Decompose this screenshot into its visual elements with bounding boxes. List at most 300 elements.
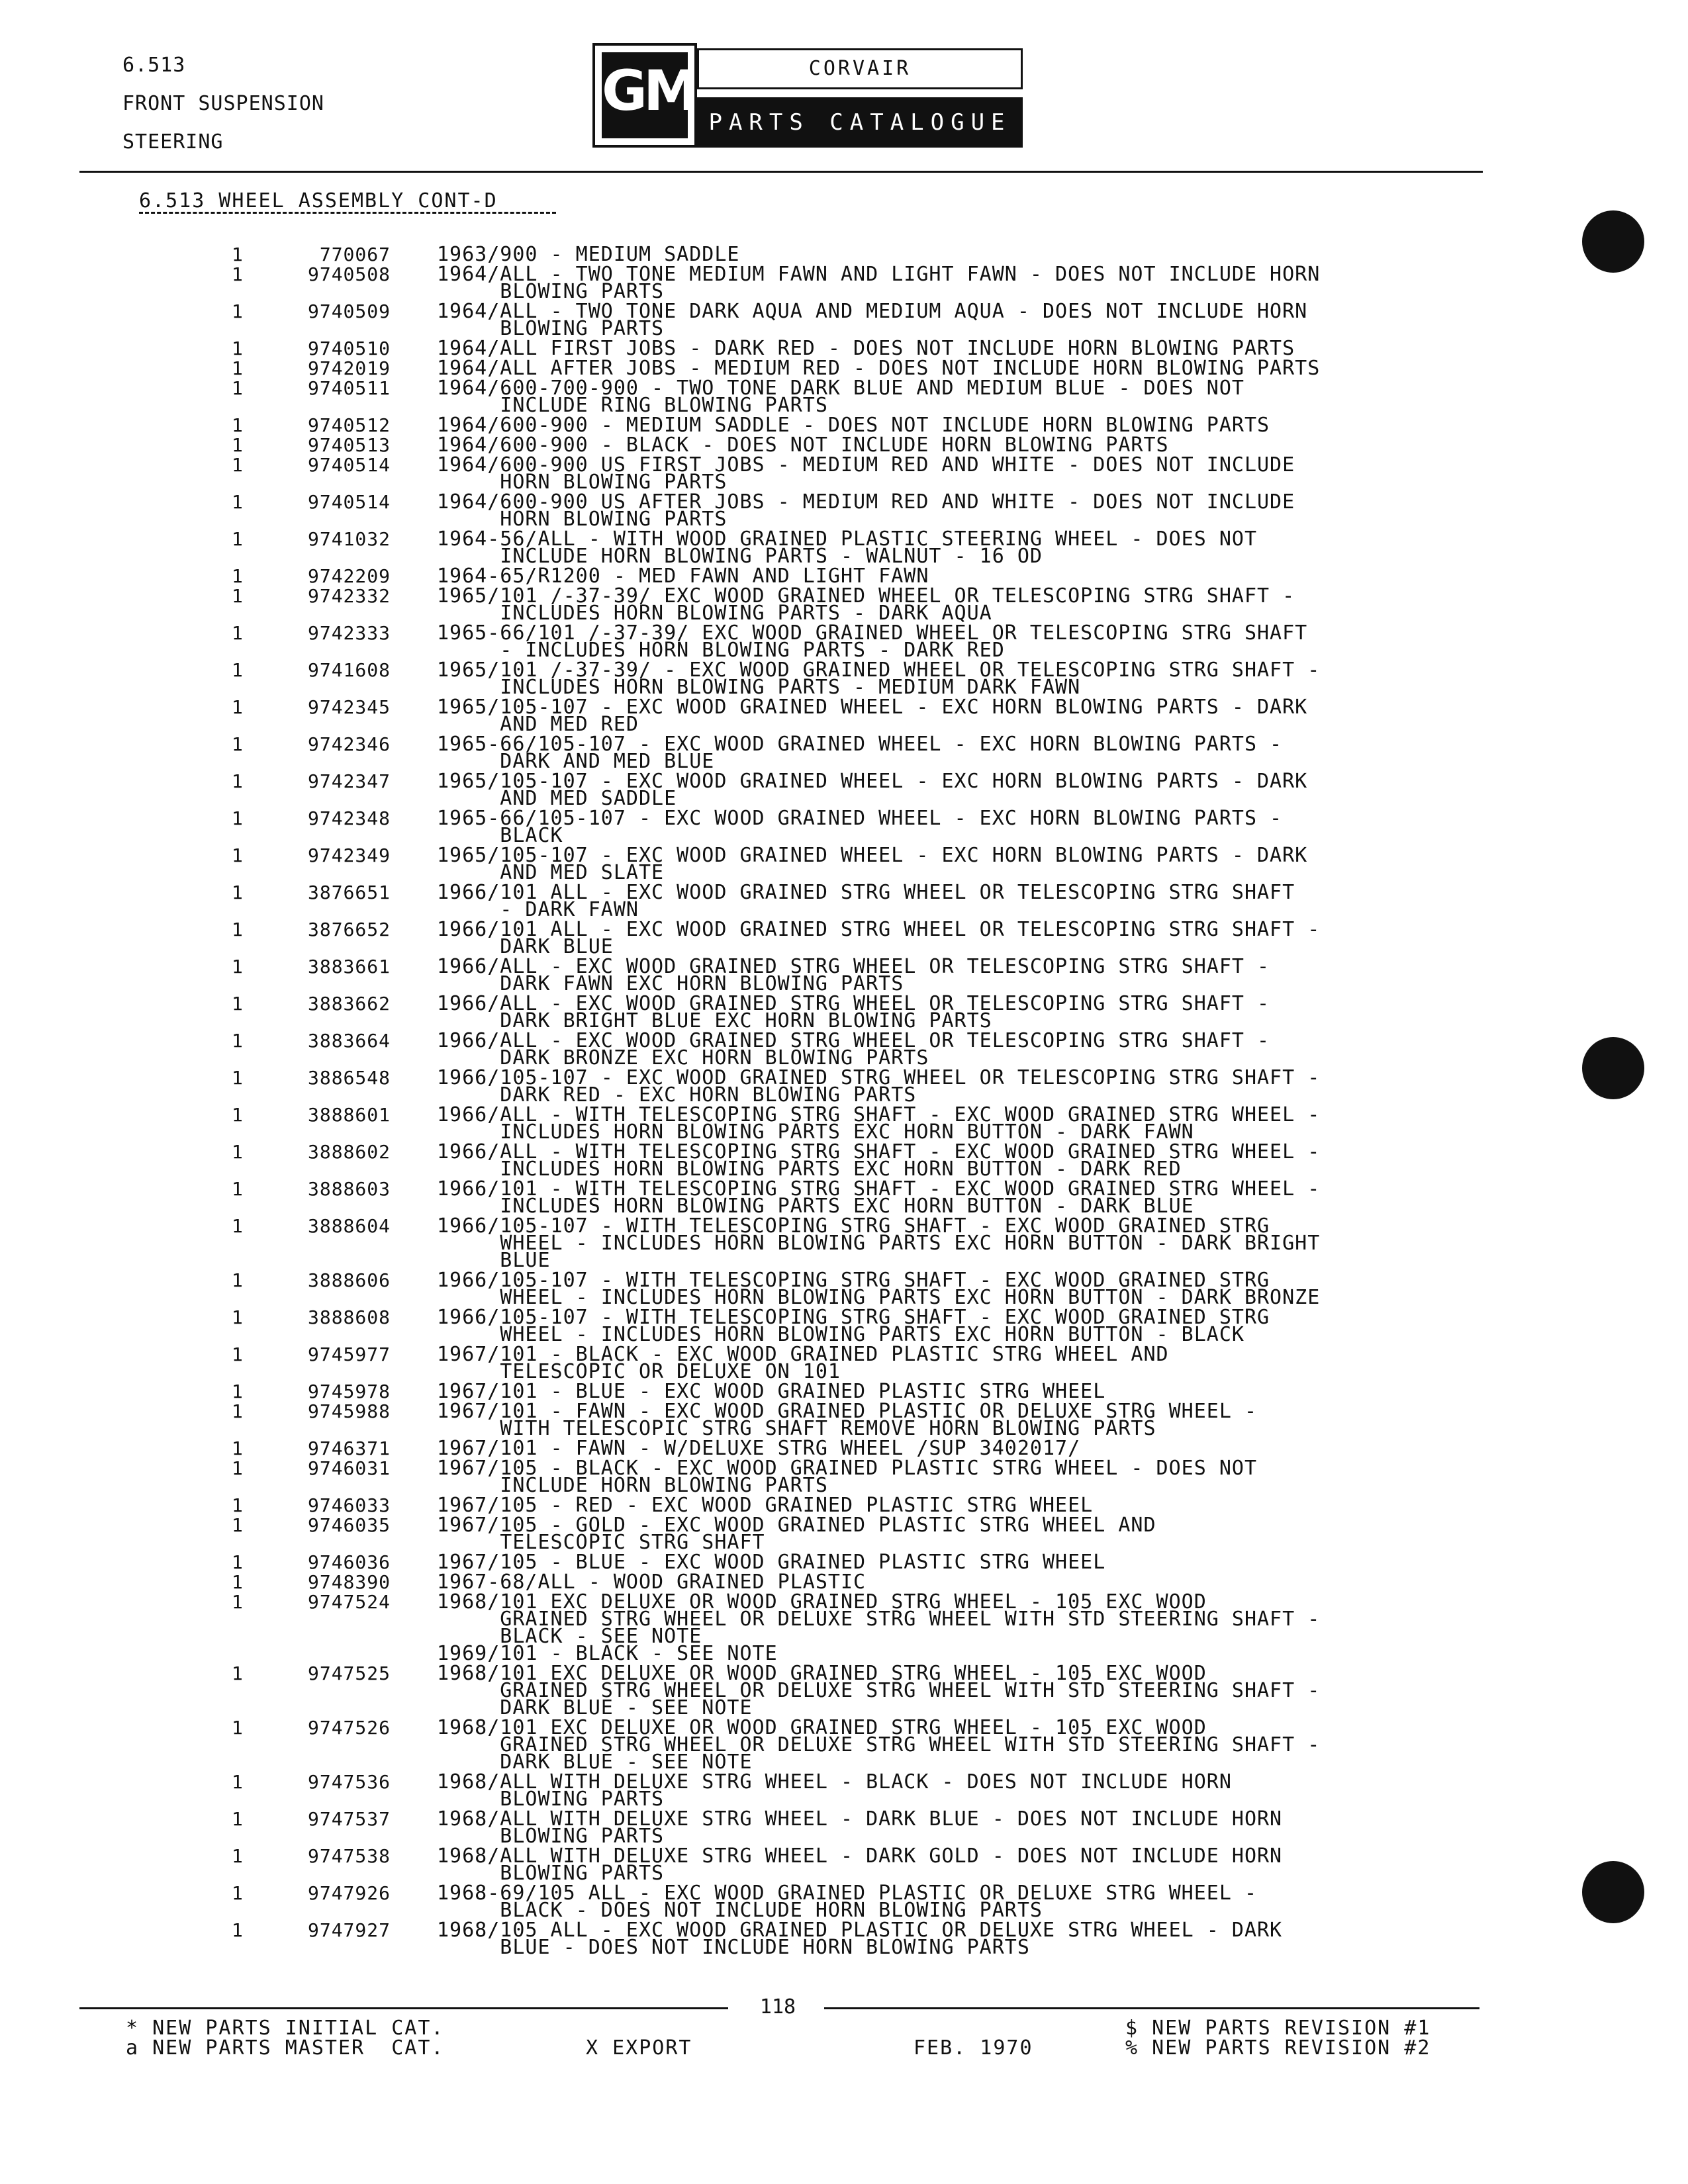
quantity: 1 [232,1808,243,1830]
part-number: 9747536 [307,1771,391,1793]
description-line: BLOWING PARTS [437,280,665,303]
parts-row [0,955,1688,995]
description-line: WHEEL - INCLUDES HORN BLOWING PARTS EXC HORN BUTTON - DARK BRIGHT [437,1232,1321,1255]
part-number: 9742209 [307,565,391,587]
part-description [437,696,1496,736]
part-number: 3888602 [307,1141,391,1163]
description-line: 1963/900 - MEDIUM SADDLE [437,243,740,266]
part-number: 9747538 [307,1845,391,1867]
part-description [437,955,1496,995]
description-line: BLACK [437,824,563,847]
legend-master: a NEW PARTS MASTER CAT. [126,2036,445,2060]
page-number: 118 [759,1995,796,2019]
part-number: 9740508 [307,263,391,285]
part-number: 9748390 [307,1571,391,1593]
description-line: DARK BLUE - SEE NOTE [437,1751,753,1774]
description-line: 1966/105-107 - WITH TELESCOPING STRG SHAFT - EXC WOOD GRAINED STRG [437,1269,1270,1292]
parts-row [0,696,1688,736]
description-line: 1964/ALL - TWO TONE DARK AQUA AND MEDIUM AQUA - DOES NOT INCLUDE HORN [437,300,1308,323]
description-line: INCLUDES HORN BLOWING PARTS EXC HORN BUTTON - DARK RED [437,1158,1182,1181]
description-line: DARK RED - EXC HORN BLOWING PARTS [437,1083,917,1107]
part-description [437,918,1496,958]
description-line: INCLUDE HORN BLOWING PARTS [437,1474,828,1497]
quantity: 1 [232,338,243,359]
parts-row [0,1214,1688,1272]
gm-logo-text: GM [602,52,688,138]
part-description [437,584,1496,625]
part-description [437,1103,1496,1144]
description-line: INCLUDE HORN BLOWING PARTS - WALNUT - 16 OD [437,545,1043,568]
quantity: 1 [232,377,243,399]
parts-row [0,1662,1688,1719]
description-line: WITH TELESCOPIC STRG SHAFT REMOVE HORN BLOWING PARTS [437,1417,1156,1440]
legend-revision-2: % NEW PARTS REVISION #2 [1125,2036,1431,2060]
description-line: BLOWING PARTS [437,317,665,340]
part-description [437,881,1496,921]
part-description [437,490,1496,531]
part-number: 9740514 [307,454,391,476]
gm-logo [592,43,697,148]
description-line: WHEEL - INCLUDES HORN BLOWING PARTS EXC HORN BUTTON - BLACK [437,1323,1244,1346]
part-number: 3876652 [307,919,391,940]
description-line: 1966/ALL - WITH TELESCOPING STRG SHAFT - EXC WOOD GRAINED STRG WHEEL - [437,1140,1321,1163]
part-number: 9745977 [307,1343,391,1365]
part-number: 9740512 [307,414,391,436]
quantity: 1 [232,659,243,681]
description-line: BLACK - DOES NOT INCLUDE HORN BLOWING PARTS [437,1899,1043,1922]
part-description [437,1306,1496,1346]
quantity: 1 [232,733,243,755]
description-line: 1966/105-107 - WITH TELESCOPING STRG SHAFT - EXC WOOD GRAINED STRG [437,1306,1270,1329]
parts-row [0,1844,1688,1885]
section-title: 6.513 WHEEL ASSEMBLY CONT-D [139,189,498,212]
part-description [437,1662,1496,1719]
description-line: 1966/105-107 - WITH TELESCOPING STRG SHAFT - EXC WOOD GRAINED STRG [437,1214,1270,1238]
description-line: TELESCOPIC OR DELUXE ON 101 [437,1360,841,1383]
quantity: 1 [232,585,243,607]
description-line: 1966/ALL - EXC WOOD GRAINED STRG WHEEL OR TELESCOPING STRG SHAFT - [437,992,1270,1015]
part-number: 9741032 [307,528,391,550]
part-number: 3883661 [307,956,391,978]
description-line: DARK FAWN EXC HORN BLOWING PARTS [437,972,904,995]
quantity: 1 [232,993,243,1015]
part-number: 3888604 [307,1215,391,1237]
parts-row [0,1716,1688,1774]
parts-row [0,1177,1688,1218]
description-line: 1964/600-900 US AFTER JOBS - MEDIUM RED AND WHITE - DOES NOT INCLUDE [437,490,1295,514]
part-number: 9741608 [307,659,391,681]
part-description [437,1494,1496,1517]
description-line: 1965-66/105-107 - EXC WOOD GRAINED WHEEL - EXC HORN BLOWING PARTS - [437,733,1283,756]
description-line: 1966/101 - WITH TELESCOPING STRG SHAFT - EXC WOOD GRAINED STRG WHEEL - [437,1177,1321,1201]
part-description [437,1177,1496,1218]
quantity: 1 [232,1215,243,1237]
quantity: 1 [232,1067,243,1089]
quantity: 1 [232,263,243,285]
quantity: 1 [232,844,243,866]
parts-row [0,621,1688,662]
quantity: 1 [232,244,243,265]
quantity: 1 [232,807,243,829]
description-line: 1965/101 /-37-39/ EXC WOOD GRAINED WHEEL OR TELESCOPING STRG SHAFT - [437,584,1295,608]
part-number: 9742349 [307,844,391,866]
parts-row [0,1103,1688,1144]
quantity: 1 [232,454,243,476]
parts-row [0,844,1688,884]
part-description [437,1343,1496,1383]
quantity: 1 [232,1381,243,1402]
description-line: 1968/ALL WITH DELUXE STRG WHEEL - DARK GOLD - DOES NOT INCLUDE HORN [437,1844,1283,1868]
parts-row [0,1919,1688,1959]
quantity: 1 [232,357,243,379]
description-line: 1967/101 - FAWN - W/DELUXE STRG WHEEL /SUP 3402017/ [437,1437,1081,1460]
part-number: 9745988 [307,1400,391,1422]
description-line: INCLUDES HORN BLOWING PARTS - DARK AQUA [437,602,992,625]
quantity: 1 [232,1514,243,1536]
quantity: 1 [232,1178,243,1200]
part-number: 9742019 [307,357,391,379]
part-description [437,1590,1496,1665]
parts-list [0,243,1688,1959]
description-line: DARK BRONZE EXC HORN BLOWING PARTS [437,1046,929,1069]
legend-export: X EXPORT [586,2036,692,2060]
part-number: 9746036 [307,1551,391,1573]
part-number: 3888601 [307,1104,391,1126]
description-line: 1968/105 ALL - EXC WOOD GRAINED PLASTIC OR DELUXE STRG WHEEL - DARK [437,1919,1283,1942]
description-line: DARK BLUE - SEE NOTE [437,1696,753,1719]
description-line: 1965/101 /-37-39/ - EXC WOOD GRAINED WHEEL OR TELESCOPING STRG SHAFT - [437,659,1321,682]
part-description [437,770,1496,810]
part-number: 9745978 [307,1381,391,1402]
part-description [437,527,1496,568]
parts-row [0,992,1688,1032]
part-description [437,337,1496,360]
quantity: 1 [232,696,243,718]
quantity: 1 [232,956,243,978]
part-number: 9740510 [307,338,391,359]
description-line: INCLUDE RING BLOWING PARTS [437,394,828,417]
description-line: 1965-66/105-107 - EXC WOOD GRAINED WHEEL - EXC HORN BLOWING PARTS - [437,807,1283,830]
parts-row [0,584,1688,625]
part-description [437,565,1496,588]
description-line: 1964/600-700-900 - TWO TONE DARK BLUE AND MEDIUM BLUE - DOES NOT [437,377,1244,400]
quantity: 1 [232,1494,243,1516]
part-description [437,1066,1496,1107]
part-description [437,453,1496,494]
part-number: 9740509 [307,300,391,322]
description-line: 1969/101 - BLACK - SEE NOTE [437,1642,778,1665]
part-number: 3888603 [307,1178,391,1200]
parts-row [0,1306,1688,1346]
parts-row [0,1400,1688,1440]
part-description [437,1882,1496,1922]
parts-row [0,770,1688,810]
quantity: 1 [232,1104,243,1126]
part-description [437,1770,1496,1811]
part-description [437,1919,1496,1959]
description-line: AND MED RED [437,713,639,736]
quantity: 1 [232,434,243,456]
part-number: 9742346 [307,733,391,755]
description-line: GRAINED STRG WHEEL OR DELUXE STRG WHEEL WITH STD STEERING SHAFT - [437,1679,1321,1702]
description-line: 1966/101 ALL - EXC WOOD GRAINED STRG WHEEL OR TELESCOPING STRG SHAFT - [437,918,1321,941]
description-line: 1967/101 - BLUE - EXC WOOD GRAINED PLASTIC STRG WHEEL [437,1380,1106,1403]
quantity: 1 [232,1919,243,1941]
part-description [437,733,1496,773]
description-line: 1967/105 - BLUE - EXC WOOD GRAINED PLASTIC STRG WHEEL [437,1551,1106,1574]
quantity: 1 [232,491,243,513]
part-description [437,1029,1496,1069]
description-line: DARK BRIGHT BLUE EXC HORN BLOWING PARTS [437,1009,992,1032]
description-line: 1966/ALL - WITH TELESCOPING STRG SHAFT - EXC WOOD GRAINED STRG WHEEL - [437,1103,1321,1126]
part-number: 9740514 [307,491,391,513]
parts-row [0,263,1688,303]
part-description [437,1514,1496,1554]
parts-row [0,1807,1688,1848]
quantity: 1 [232,1551,243,1573]
parts-row [0,918,1688,958]
parts-row [0,733,1688,773]
description-line: 1964/ALL AFTER JOBS - MEDIUM RED - DOES NOT INCLUDE HORN BLOWING PARTS [437,357,1321,380]
group-name: FRONT SUSPENSION [122,92,324,115]
parts-row [0,377,1688,417]
quantity: 1 [232,622,243,644]
part-number: 9746031 [307,1457,391,1479]
part-number: 9740511 [307,377,391,399]
part-number: 9746033 [307,1494,391,1516]
quantity: 1 [232,1030,243,1052]
description-line: 1964/600-900 - BLACK - DOES NOT INCLUDE HORN BLOWING PARTS [437,433,1169,457]
description-line: 1968/101 EXC DELUXE OR WOOD GRAINED STRG WHEEL - 105 EXC WOOD [437,1716,1207,1739]
quantity: 1 [232,300,243,322]
description-line: 1964/600-900 US FIRST JOBS - MEDIUM RED AND WHITE - DOES NOT INCLUDE [437,453,1295,477]
footer-divider-right [824,2007,1479,2009]
part-number: 9742347 [307,770,391,792]
description-line: GRAINED STRG WHEEL OR DELUXE STRG WHEEL WITH STD STEERING SHAFT - [437,1608,1321,1631]
quantity: 1 [232,414,243,436]
part-description [437,357,1496,380]
parts-row [0,881,1688,921]
part-number: 9740513 [307,434,391,456]
quantity: 1 [232,1771,243,1793]
part-number: 9747524 [307,1591,391,1613]
part-description [437,414,1496,437]
description-line: 1964/ALL FIRST JOBS - DARK RED - DOES NOT INCLUDE HORN BLOWING PARTS [437,337,1295,360]
parts-row [0,1269,1688,1309]
part-description [437,1380,1496,1403]
quantity: 1 [232,1662,243,1684]
part-number: 9747926 [307,1882,391,1904]
part-description [437,1437,1496,1460]
description-line: 1966/ALL - EXC WOOD GRAINED STRG WHEEL OR TELESCOPING STRG SHAFT - [437,955,1270,978]
description-line: INCLUDES HORN BLOWING PARTS - MEDIUM DARK FAWN [437,676,1081,699]
parts-row [0,490,1688,531]
description-line: HORN BLOWING PARTS [437,508,727,531]
legend-initial: * NEW PARTS INITIAL CAT. [126,2017,445,2040]
binder-hole [1582,210,1644,273]
description-line: 1968-69/105 ALL - EXC WOOD GRAINED PLASTIC OR DELUXE STRG WHEEL - [437,1882,1257,1905]
part-description [437,377,1496,417]
description-line: 1968/ALL WITH DELUXE STRG WHEEL - BLACK - DOES NOT INCLUDE HORN [437,1770,1232,1794]
parts-row [0,1514,1688,1554]
part-description [437,300,1496,340]
quantity: 1 [232,1343,243,1365]
description-line: DARK AND MED BLUE [437,750,715,773]
description-line: BLUE [437,1249,551,1272]
quantity: 1 [232,919,243,940]
description-line: 1967/101 - BLACK - EXC WOOD GRAINED PLASTIC STRG WHEEL AND [437,1343,1169,1366]
parts-row [0,453,1688,494]
description-line: 1964-65/R1200 - MED FAWN AND LIGHT FAWN [437,565,929,588]
section-number: 6.513 [122,54,186,77]
quantity: 1 [232,1437,243,1459]
description-line: AND MED SLATE [437,861,665,884]
description-line: 1967-68/ALL - WOOD GRAINED PLASTIC [437,1570,867,1594]
description-line: 1967/101 - FAWN - EXC WOOD GRAINED PLASTIC OR DELUXE STRG WHEEL - [437,1400,1257,1423]
description-line: 1967/105 - BLACK - EXC WOOD GRAINED PLASTIC STRG WHEEL - DOES NOT [437,1457,1257,1480]
part-number: 9746035 [307,1514,391,1536]
catalogue-date: FEB. 1970 [914,2036,1033,2060]
description-line: WHEEL - INCLUDES HORN BLOWING PARTS EXC HORN BUTTON - DARK BRONZE [437,1286,1321,1309]
page-header [122,46,324,161]
part-description [437,1551,1496,1574]
description-line: DARK BLUE [437,935,614,958]
part-description [437,1269,1496,1309]
part-description [437,243,1496,266]
description-line: 1967/105 - GOLD - EXC WOOD GRAINED PLASTIC STRG WHEEL AND [437,1514,1156,1537]
part-description [437,1400,1496,1440]
part-description [437,433,1496,457]
description-line: 1966/105-107 - EXC WOOD GRAINED STRG WHEEL OR TELESCOPING STRG SHAFT - [437,1066,1321,1089]
part-description [437,1570,1496,1594]
description-line: 1964/ALL - TWO TONE MEDIUM FAWN AND LIGHT FAWN - DOES NOT INCLUDE HORN [437,263,1321,286]
description-line: 1964/600-900 - MEDIUM SADDLE - DOES NOT INCLUDE HORN BLOWING PARTS [437,414,1270,437]
part-description [437,1844,1496,1885]
parts-row [0,1770,1688,1811]
description-line: 1965/105-107 - EXC WOOD GRAINED WHEEL - EXC HORN BLOWING PARTS - DARK [437,844,1308,867]
quantity: 1 [232,1571,243,1593]
part-number: 3886548 [307,1067,391,1089]
header-divider [79,171,1483,173]
part-number: 9742348 [307,807,391,829]
parts-row [0,1066,1688,1107]
description-line: BLACK - SEE NOTE [437,1625,702,1648]
parts-row [0,1029,1688,1069]
parts-row [0,1590,1688,1665]
quantity: 1 [232,882,243,903]
catalogue-title: PARTS CATALOGUE [697,97,1023,148]
description-line: 1968/101 EXC DELUXE OR WOOD GRAINED STRG WHEEL - 105 EXC WOOD [437,1662,1207,1685]
part-number: 9746371 [307,1437,391,1459]
legend-revision-1: $ NEW PARTS REVISION #1 [1125,2017,1431,2040]
parts-row [0,1882,1688,1922]
part-description [437,263,1496,303]
description-line: 1965/105-107 - EXC WOOD GRAINED WHEEL - EXC HORN BLOWING PARTS - DARK [437,696,1308,719]
part-number: 9747525 [307,1662,391,1684]
description-line: 1965/105-107 - EXC WOOD GRAINED WHEEL - EXC HORN BLOWING PARTS - DARK [437,770,1308,793]
quantity: 1 [232,1400,243,1422]
part-number: 3888608 [307,1306,391,1328]
description-line: BLOWING PARTS [437,1862,665,1885]
binder-hole [1582,1037,1644,1099]
part-description [437,807,1496,847]
description-line: 1965-66/101 /-37-39/ EXC WOOD GRAINED WHEEL OR TELESCOPING STRG SHAFT [437,621,1308,645]
description-line: TELESCOPIC STRG SHAFT [437,1531,765,1554]
quantity: 1 [232,1717,243,1739]
brand-name: CORVAIR [697,48,1023,89]
part-description [437,1214,1496,1272]
parts-row [0,659,1688,699]
part-number: 770067 [319,244,391,265]
part-number: 9747537 [307,1808,391,1830]
description-line: HORN BLOWING PARTS [437,471,727,494]
description-line: 1966/ALL - EXC WOOD GRAINED STRG WHEEL OR TELESCOPING STRG SHAFT - [437,1029,1270,1052]
part-description [437,659,1496,699]
description-line: 1968/101 EXC DELUXE OR WOOD GRAINED STRG WHEEL - 105 EXC WOOD [437,1590,1207,1614]
subgroup-name: STEERING [122,130,224,154]
description-line: INCLUDES HORN BLOWING PARTS EXC HORN BUTTON - DARK FAWN [437,1120,1194,1144]
section-underline [139,212,556,214]
parts-row [0,1140,1688,1181]
quantity: 1 [232,1141,243,1163]
binder-hole [1582,1861,1644,1923]
part-description [437,1807,1496,1848]
parts-row [0,1343,1688,1383]
catalogue-logo [592,43,1023,148]
footer-divider-left [79,2007,728,2009]
description-line: 1968/ALL WITH DELUXE STRG WHEEL - DARK BLUE - DOES NOT INCLUDE HORN [437,1807,1283,1831]
part-description [437,1140,1496,1181]
part-number: 9747927 [307,1919,391,1941]
part-description [437,1716,1496,1774]
description-line: - INCLUDES HORN BLOWING PARTS - DARK RED [437,639,1005,662]
parts-row [0,527,1688,568]
part-description [437,992,1496,1032]
description-line: BLOWING PARTS [437,1825,665,1848]
description-line: 1964-56/ALL - WITH WOOD GRAINED PLASTIC STEERING WHEEL - DOES NOT [437,527,1257,551]
part-description [437,844,1496,884]
part-description [437,621,1496,662]
quantity: 1 [232,565,243,587]
parts-row [0,1457,1688,1497]
part-number: 3888606 [307,1269,391,1291]
description-line: 1967/105 - RED - EXC WOOD GRAINED PLASTIC STRG WHEEL [437,1494,1094,1517]
part-number: 9747526 [307,1717,391,1739]
quantity: 1 [232,1269,243,1291]
part-number: 9742345 [307,696,391,718]
part-number: 3876651 [307,882,391,903]
quantity: 1 [232,1882,243,1904]
quantity: 1 [232,528,243,550]
description-line: GRAINED STRG WHEEL OR DELUXE STRG WHEEL WITH STD STEERING SHAFT - [437,1733,1321,1756]
description-line: BLOWING PARTS [437,1788,665,1811]
quantity: 1 [232,1306,243,1328]
quantity: 1 [232,1457,243,1479]
description-line: BLUE - DOES NOT INCLUDE HORN BLOWING PARTS [437,1936,1030,1959]
description-line: 1966/101 ALL - EXC WOOD GRAINED STRG WHEEL OR TELESCOPING STRG SHAFT [437,881,1295,904]
part-number: 3883664 [307,1030,391,1052]
part-number: 3883662 [307,993,391,1015]
quantity: 1 [232,770,243,792]
description-line: AND MED SADDLE [437,787,677,810]
part-number: 9742332 [307,585,391,607]
description-line: - DARK FAWN [437,898,639,921]
description-line: INCLUDES HORN BLOWING PARTS EXC HORN BUTTON - DARK BLUE [437,1195,1194,1218]
part-number: 9742333 [307,622,391,644]
quantity: 1 [232,1591,243,1613]
parts-row [0,807,1688,847]
parts-row [0,300,1688,340]
